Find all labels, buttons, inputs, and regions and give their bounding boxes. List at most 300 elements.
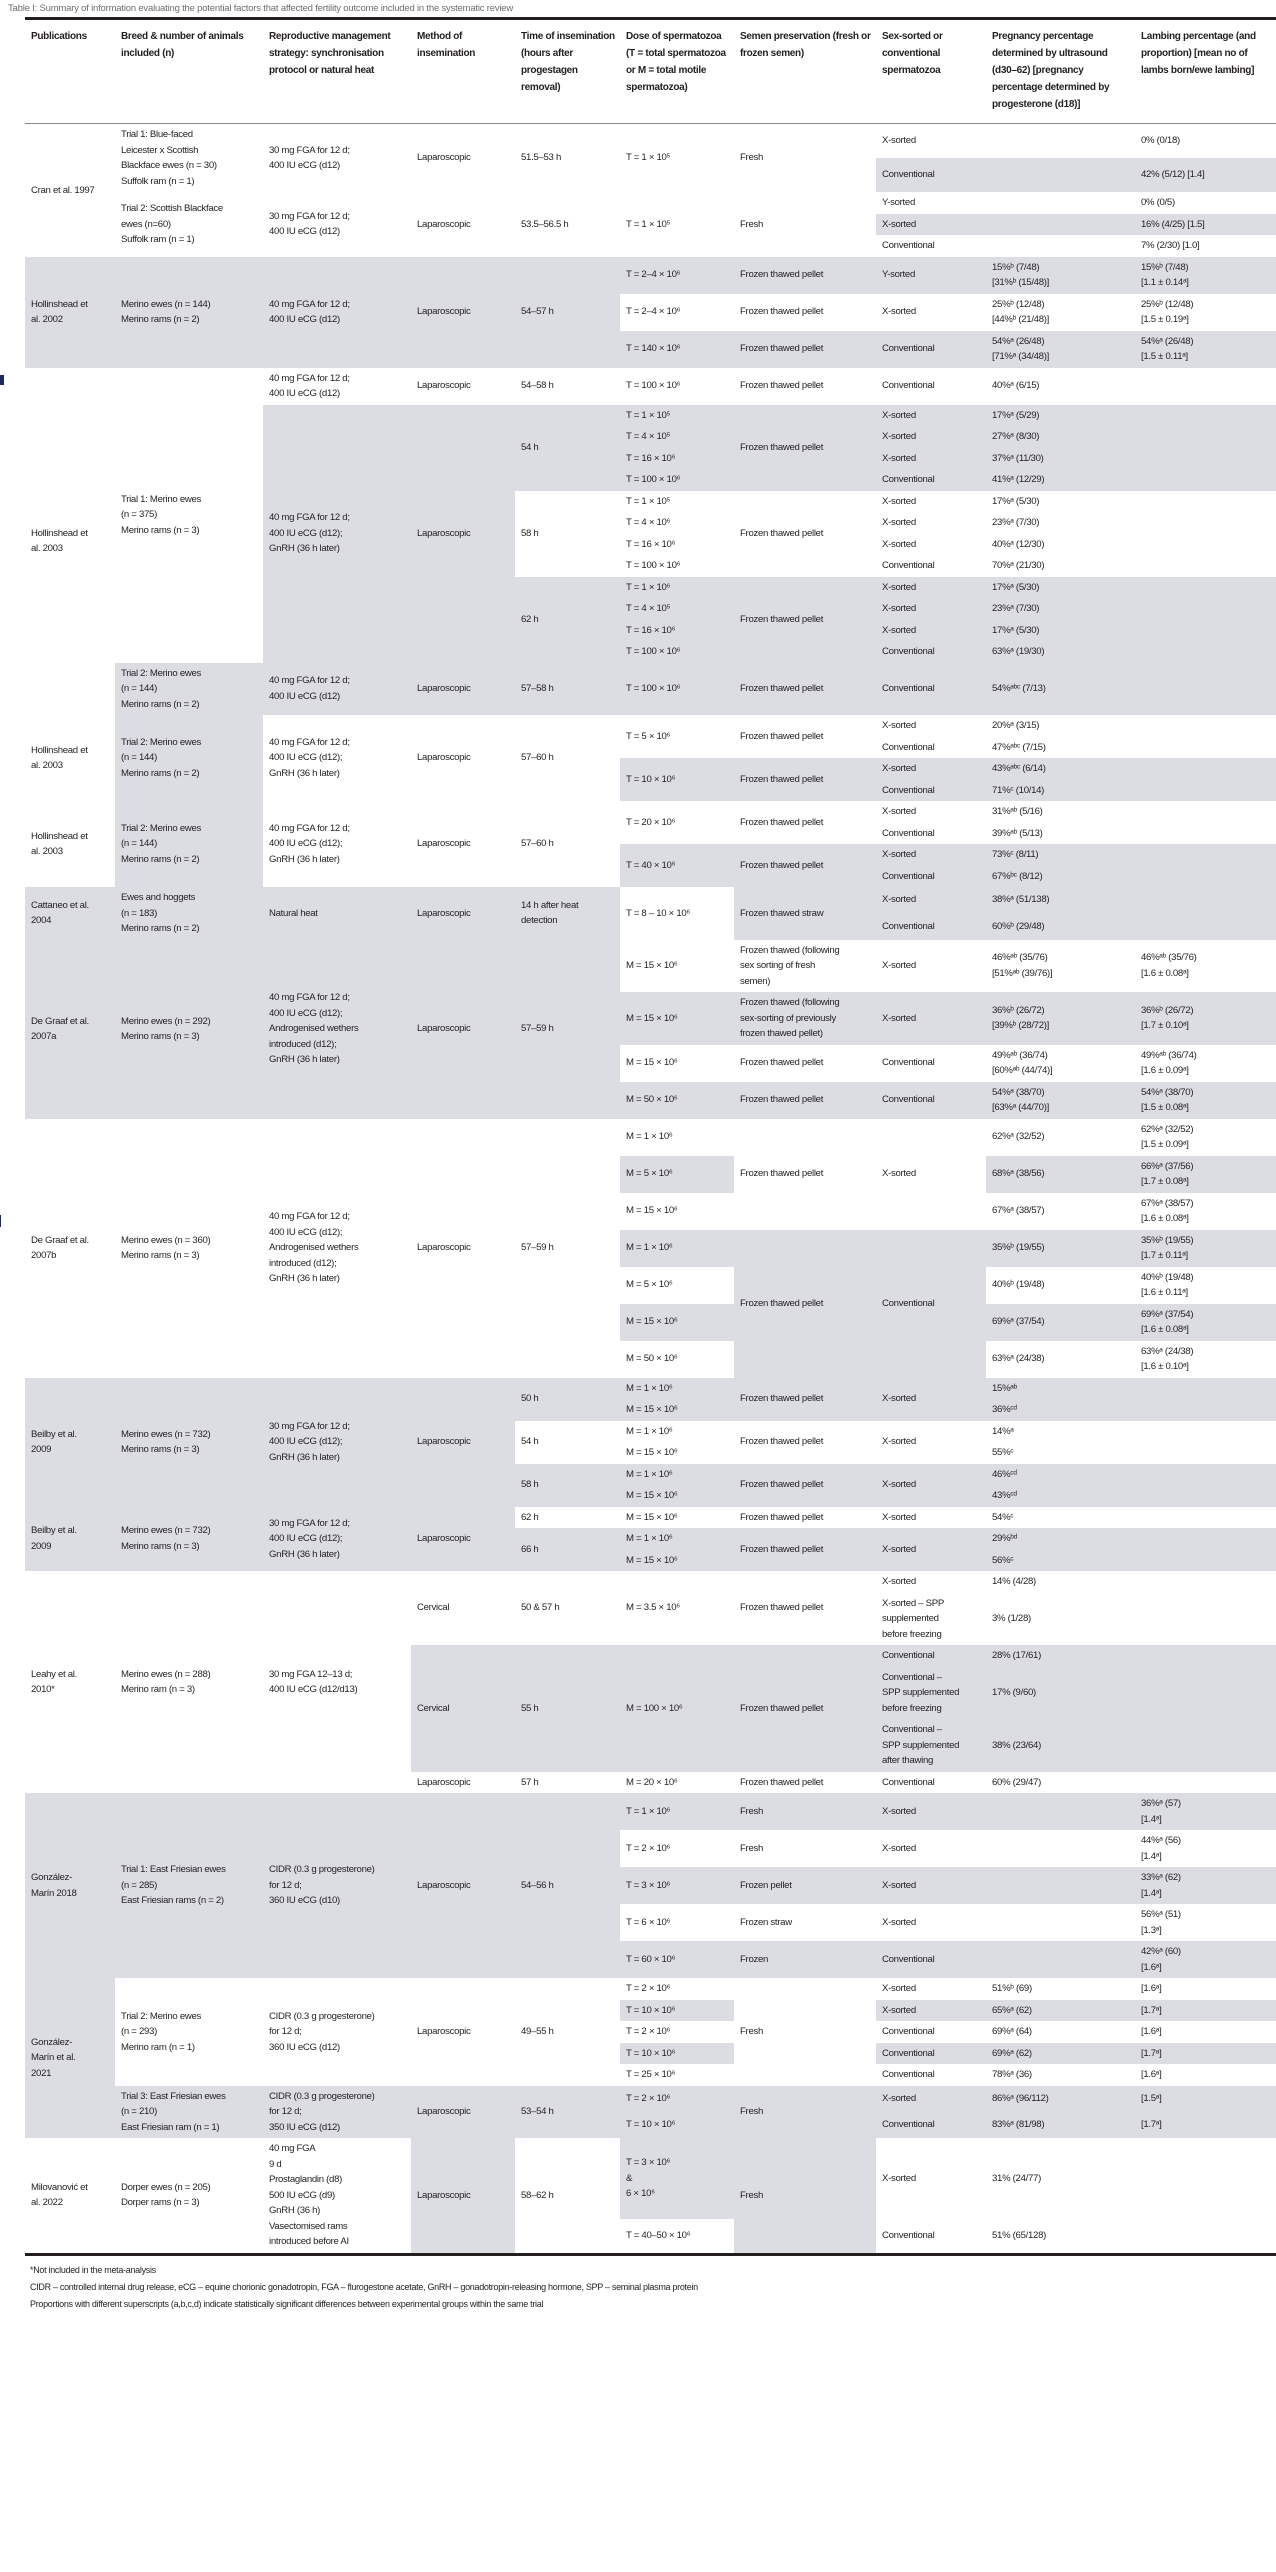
cell-preservation: Frozen thawed straw xyxy=(734,887,876,940)
header-pregnancy: Pregnancy percentage determined by ultrasound (d30–62) [pregnancy percentage determined by progesterone (d18)] xyxy=(986,19,1135,124)
cell-sperm-type: Conventional xyxy=(876,780,986,802)
cell-lambing: 42% (5/12) [1.4] xyxy=(1135,158,1276,192)
cell-sperm-type: X-sorted xyxy=(876,1867,986,1904)
cell-sperm-type: Conventional xyxy=(876,641,986,663)
cell-pregnancy: 56%ᶜ xyxy=(986,1550,1135,1572)
cell-preservation: Fresh xyxy=(734,192,876,257)
cell-pregnancy: 38% (23/64) xyxy=(986,1719,1135,1772)
cell-pregnancy: 71%ᶜ (10/14) xyxy=(986,780,1135,802)
cell-pregnancy: 43%ᶜᵈ xyxy=(986,1485,1135,1507)
cell-dose: M = 15 × 10⁶ xyxy=(620,992,734,1045)
cell-sperm-type: X-sorted xyxy=(876,405,986,427)
cell-sperm-type: X-sorted xyxy=(876,214,986,236)
cell-breed: Merino ewes (n = 732) Merino rams (n = 3) xyxy=(115,1507,263,1572)
cell-preservation: Frozen thawed pellet xyxy=(734,663,876,716)
cell-preservation: Frozen thawed pellet xyxy=(734,1464,876,1507)
cell-method: Laparoscopic xyxy=(411,1793,515,1978)
cell-sperm-type: X-sorted xyxy=(876,512,986,534)
table-row xyxy=(25,1119,1276,1156)
cell-sperm-type: X-sorted xyxy=(876,887,986,913)
cell-pregnancy: 62%ᵃ (32/52) xyxy=(986,1119,1135,1156)
cell-time: 14 h after heat detection xyxy=(515,887,620,940)
cell-sperm-type: X-sorted xyxy=(876,1119,986,1230)
cell-dose: T = 100 × 10⁶ xyxy=(620,555,734,577)
cell-pregnancy: 49%ᵃᵇ (36/74) [60%ᵃᵇ (44/74)] xyxy=(986,1045,1135,1082)
cell-method: Cervical xyxy=(411,1645,515,1772)
cell-publication: De Graaf et al. 2007a xyxy=(25,940,115,1119)
cell-lambing xyxy=(1135,512,1276,534)
cell-dose: T = 10 × 10⁶ xyxy=(620,2112,734,2138)
margin-marker xyxy=(0,375,4,385)
cell-lambing xyxy=(1135,620,1276,642)
cell-preservation: Fresh xyxy=(734,1830,876,1867)
cell-sperm-type: X-sorted xyxy=(876,844,986,866)
cell-lambing xyxy=(1135,1593,1276,1646)
cell-strategy: 40 mg FGA for 12 d; 400 IU eCG (d12); Androgenised wethers introduced (d12); GnRH (36 h later) xyxy=(263,1119,411,1378)
cell-sperm-type: X-sorted xyxy=(876,448,986,470)
cell-lambing: 36%ᵇ (26/72) [1.7 ± 0.10ᵃ] xyxy=(1135,992,1276,1045)
cell-dose: M = 20 × 10⁶ xyxy=(620,1772,734,1794)
cell-lambing: [1.6ᵃ] xyxy=(1135,1978,1276,2000)
header-strategy: Reproductive management strategy: synchronisation protocol or natural heat xyxy=(263,19,411,124)
cell-preservation: Frozen thawed pellet xyxy=(734,1378,876,1421)
cell-dose: T = 20 × 10⁶ xyxy=(620,801,734,844)
cell-pregnancy: 31% (24/77) xyxy=(986,2138,1135,2219)
cell-lambing xyxy=(1135,913,1276,939)
cell-lambing xyxy=(1135,1485,1276,1507)
cell-time: 62 h xyxy=(515,577,620,663)
cell-preservation: Frozen thawed pellet xyxy=(734,715,876,758)
cell-lambing xyxy=(1135,758,1276,780)
cell-time: 51.5–53 h xyxy=(515,124,620,193)
cell-pregnancy: 35%ᵇ (19/55) xyxy=(986,1230,1135,1267)
cell-preservation: Frozen thawed pellet xyxy=(734,1119,876,1230)
cell-pregnancy: 54%ᶜ xyxy=(986,1507,1135,1529)
cell-dose: T = 2–4 × 10⁶ xyxy=(620,294,734,331)
table-row xyxy=(25,1793,1276,1830)
cell-sperm-type: Conventional xyxy=(876,235,986,257)
table-row xyxy=(25,940,1276,993)
cell-lambing: 15%ᵇ (7/48) [1.1 ± 0.14ᵃ] xyxy=(1135,257,1276,294)
cell-lambing xyxy=(1135,1421,1276,1443)
cell-preservation: Frozen thawed (following sex-sorting of previously frozen thawed pellet) xyxy=(734,992,876,1045)
cell-lambing: 67%ᵃ (38/57) [1.6 ± 0.08ᵃ] xyxy=(1135,1193,1276,1230)
cell-dose: T = 2 × 10⁶ xyxy=(620,2021,734,2043)
cell-dose: M = 50 × 10⁶ xyxy=(620,1341,734,1378)
cell-dose: M = 3.5 × 10⁶ xyxy=(620,1571,734,1645)
cell-sperm-type: Conventional xyxy=(876,1772,986,1794)
cell-preservation: Frozen thawed pellet xyxy=(734,405,876,491)
cell-dose: M = 15 × 10⁶ xyxy=(620,1507,734,1529)
cell-preservation: Frozen thawed pellet xyxy=(734,1230,876,1378)
cell-breed: Trial 1: Blue-faced Leicester x Scottish Blackface ewes (n = 30) Suffolk ram (n = 1) xyxy=(115,124,263,193)
cell-sperm-type: X-sorted xyxy=(876,1421,986,1464)
cell-lambing xyxy=(1135,866,1276,888)
cell-sperm-type: X-sorted xyxy=(876,1528,986,1571)
cell-pregnancy: 63%ᵃ (19/30) xyxy=(986,641,1135,663)
cell-publication: Cattaneo et al. 2004 xyxy=(25,887,115,940)
cell-time: 57–60 h xyxy=(515,715,620,801)
cell-dose: T = 10 × 10⁶ xyxy=(620,758,734,801)
cell-pregnancy xyxy=(986,124,1135,159)
cell-lambing: 42%ᵃ (60) [1.6ᵃ] xyxy=(1135,1941,1276,1978)
cell-lambing xyxy=(1135,801,1276,823)
cell-dose: T = 140 × 10⁶ xyxy=(620,331,734,368)
cell-dose: T = 100 × 10⁶ xyxy=(620,663,734,716)
cell-breed: Trial 2: Scottish Blackface ewes (n=60) Suffolk ram (n = 1) xyxy=(115,192,263,257)
cell-lambing: 62%ᵃ (32/52) [1.5 ± 0.09ᵃ] xyxy=(1135,1119,1276,1156)
cell-pregnancy: 41%ᵃ (12/29) xyxy=(986,469,1135,491)
cell-method: Laparoscopic xyxy=(411,801,515,887)
cell-sperm-type: X-sorted – SPP supplemented before freezing xyxy=(876,1593,986,1646)
cell-pregnancy: 83%ᵃ (81/98) xyxy=(986,2112,1135,2138)
cell-sperm-type: Conventional xyxy=(876,1645,986,1667)
cell-dose: T = 100 × 10⁶ xyxy=(620,641,734,663)
cell-method: Laparoscopic xyxy=(411,1978,515,2086)
cell-dose: M = 1 × 10⁶ xyxy=(620,1378,734,1400)
cell-method: Laparoscopic xyxy=(411,192,515,257)
cell-lambing: [1.6ᵃ] xyxy=(1135,2021,1276,2043)
cell-pregnancy: 25%ᵇ (12/48) [44%ᵇ (21/48)] xyxy=(986,294,1135,331)
cell-time: 50 h xyxy=(515,1378,620,1421)
cell-lambing xyxy=(1135,555,1276,577)
cell-dose: T = 16 × 10⁶ xyxy=(620,448,734,470)
table-row xyxy=(25,2138,1276,2219)
cell-strategy: 40 mg FGA 9 d Prostaglandin (d8) 500 IU eCG (d9) GnRH (36 h) Vasectomised rams introduced before AI xyxy=(263,2138,411,2254)
cell-lambing xyxy=(1135,426,1276,448)
cell-method: Laparoscopic xyxy=(411,940,515,1119)
cell-preservation: Frozen thawed pellet xyxy=(734,257,876,294)
cell-dose: T = 1 × 10⁶ xyxy=(620,577,734,599)
cell-lambing: 49%ᵃᵇ (36/74) [1.6 ± 0.09ᵃ] xyxy=(1135,1045,1276,1082)
cell-sperm-type: X-sorted xyxy=(876,992,986,1045)
cell-pregnancy xyxy=(986,1830,1135,1867)
cell-dose: T = 40–50 × 10⁶ xyxy=(620,2219,734,2254)
cell-sperm-type: Conventional – SPP supplemented after thawing xyxy=(876,1719,986,1772)
cell-lambing xyxy=(1135,491,1276,513)
cell-preservation: Frozen thawed pellet xyxy=(734,844,876,887)
cell-pregnancy: 40%ᵇ (19/48) xyxy=(986,1267,1135,1304)
cell-sperm-type: X-sorted xyxy=(876,491,986,513)
cell-dose: T = 16 × 10⁶ xyxy=(620,620,734,642)
cell-sperm-type: X-sorted xyxy=(876,577,986,599)
cell-breed: Trial 2: Merino ewes (n = 144) Merino rams (n = 2) xyxy=(115,715,263,801)
cell-dose: T = 1 × 10⁵ xyxy=(620,124,734,193)
cell-dose: M = 1 × 10⁶ xyxy=(620,1528,734,1550)
cell-pregnancy xyxy=(986,158,1135,192)
cell-strategy: 30 mg FGA for 12 d; 400 IU eCG (d12); GnRH (36 h later) xyxy=(263,1507,411,1572)
cell-strategy: 40 mg FGA for 12 d; 400 IU eCG (d12) xyxy=(263,368,411,405)
cell-sperm-type: Conventional xyxy=(876,663,986,716)
cell-pregnancy: 60%ᵇ (29/48) xyxy=(986,913,1135,939)
cell-lambing xyxy=(1135,1378,1276,1400)
cell-pregnancy: 55%ᶜ xyxy=(986,1442,1135,1464)
cell-dose: M = 100 × 10⁶ xyxy=(620,1645,734,1772)
cell-pregnancy: 39%ᵃᵇ (5/13) xyxy=(986,823,1135,845)
cell-dose: M = 15 × 10⁶ xyxy=(620,1550,734,1572)
cell-lambing: 0% (0/5) xyxy=(1135,192,1276,214)
cell-lambing xyxy=(1135,598,1276,620)
header-breed: Breed & number of animals included (n) xyxy=(115,19,263,124)
cell-preservation: Frozen thawed pellet xyxy=(734,491,876,577)
cell-lambing: 44%ᵃ (56) [1.4ᵃ] xyxy=(1135,1830,1276,1867)
cell-dose: M = 5 × 10⁶ xyxy=(620,1267,734,1304)
cell-preservation: Frozen thawed pellet xyxy=(734,1772,876,1794)
cell-lambing xyxy=(1135,641,1276,663)
cell-strategy: 30 mg FGA 12–13 d; 400 IU eCG (d12/d13) xyxy=(263,1571,411,1793)
cell-lambing xyxy=(1135,469,1276,491)
cell-strategy: 40 mg FGA for 12 d; 400 IU eCG (d12); GnRH (36 h later) xyxy=(263,405,411,663)
cell-lambing xyxy=(1135,1464,1276,1486)
cell-dose: M = 1 × 10⁶ xyxy=(620,1119,734,1156)
cell-publication: Hollinshead et al. 2002 xyxy=(25,257,115,368)
cell-lambing xyxy=(1135,534,1276,556)
cell-preservation: Frozen thawed pellet xyxy=(734,1571,876,1645)
cell-lambing xyxy=(1135,2219,1276,2254)
cell-lambing xyxy=(1135,1507,1276,1529)
cell-publication: Hollinshead et al. 2003 xyxy=(25,801,115,887)
table-row xyxy=(25,663,1276,716)
cell-time: 66 h xyxy=(515,1528,620,1571)
cell-publication: González- Marín 2018 xyxy=(25,1793,115,1978)
cell-pregnancy: 14% (4/28) xyxy=(986,1571,1135,1593)
cell-strategy: CIDR (0.3 g progesterone) for 12 d; 360 IU eCG (d10) xyxy=(263,1793,411,1978)
cell-pregnancy xyxy=(986,192,1135,214)
table-row xyxy=(25,368,1276,405)
table-row xyxy=(25,1978,1276,2000)
header-sperm-type: Sex-sorted or conventional spermatozoa xyxy=(876,19,986,124)
cell-preservation: Fresh xyxy=(734,1793,876,1830)
cell-dose: M = 15 × 10⁶ xyxy=(620,940,734,993)
cell-lambing xyxy=(1135,780,1276,802)
cell-sperm-type: Conventional xyxy=(876,866,986,888)
cell-sperm-type: X-sorted xyxy=(876,1571,986,1593)
cell-strategy: 40 mg FGA for 12 d; 400 IU eCG (d12); GnRH (36 h later) xyxy=(263,715,411,801)
cell-sperm-type: Conventional xyxy=(876,1941,986,1978)
cell-lambing: 54%ᵃ (38/70) [1.5 ± 0.08ᵃ] xyxy=(1135,1082,1276,1119)
cell-pregnancy: 46%ᶜᵈ xyxy=(986,1464,1135,1486)
cell-lambing: [1.7ᵃ] xyxy=(1135,2112,1276,2138)
cell-time: 62 h xyxy=(515,1507,620,1529)
cell-time: 54–56 h xyxy=(515,1793,620,1978)
cell-pregnancy: 17%ᵃ (5/30) xyxy=(986,577,1135,599)
cell-dose: T = 1 × 10⁵ xyxy=(620,491,734,513)
cell-breed: Trial 3: East Friesian ewes (n = 210) East Friesian ram (n = 1) xyxy=(115,2086,263,2139)
cell-method: Laparoscopic xyxy=(411,2138,515,2254)
cell-sperm-type: Conventional xyxy=(876,2021,986,2043)
cell-sperm-type: Conventional xyxy=(876,158,986,192)
cell-dose: T = 6 × 10⁶ xyxy=(620,1904,734,1941)
cell-pregnancy: 60% (29/47) xyxy=(986,1772,1135,1794)
header-publication: Publications xyxy=(25,19,115,124)
cell-dose: M = 1 × 10⁶ xyxy=(620,1464,734,1486)
table-row xyxy=(25,715,1276,737)
cell-method: Laparoscopic xyxy=(411,368,515,405)
cell-preservation: Frozen thawed pellet xyxy=(734,1507,876,1529)
cell-lambing: 16% (4/25) [1.5] xyxy=(1135,214,1276,236)
cell-breed: Merino ewes (n = 292) Merino rams (n = 3) xyxy=(115,940,263,1119)
cell-lambing: 69%ᵃ (37/54) [1.6 ± 0.08ᵃ] xyxy=(1135,1304,1276,1341)
cell-pregnancy: 17%ᵃ (5/30) xyxy=(986,620,1135,642)
cell-pregnancy xyxy=(986,1904,1135,1941)
cell-lambing xyxy=(1135,1772,1276,1794)
cell-dose: T = 1 × 10⁶ xyxy=(620,1793,734,1830)
table-row xyxy=(25,801,1276,823)
cell-lambing: 54%ᵃ (26/48) [1.5 ± 0.11ᵃ] xyxy=(1135,331,1276,368)
cell-pregnancy: 65%ᵃ (62) xyxy=(986,2000,1135,2022)
cell-pregnancy: 17% (9/60) xyxy=(986,1667,1135,1720)
cell-lambing: [1.7ᵃ] xyxy=(1135,2043,1276,2065)
cell-dose: M = 1 × 10⁶ xyxy=(620,1421,734,1443)
cell-breed: Trial 1: Merino ewes (n = 375) Merino rams (n = 3) xyxy=(115,368,263,663)
cell-pregnancy: 54%ᵃᵇᶜ (7/13) xyxy=(986,663,1135,716)
cell-strategy: 40 mg FGA for 12 d; 400 IU eCG (d12) xyxy=(263,257,411,368)
cell-sperm-type: X-sorted xyxy=(876,2086,986,2112)
cell-time: 50 & 57 h xyxy=(515,1571,620,1645)
cell-time: 55 h xyxy=(515,1645,620,1772)
cell-dose: T = 3 × 10⁶ xyxy=(620,1867,734,1904)
cell-preservation: Frozen thawed pellet xyxy=(734,758,876,801)
cell-pregnancy: 29%ᵇᵈ xyxy=(986,1528,1135,1550)
cell-lambing: 7% (2/30) [1.0] xyxy=(1135,235,1276,257)
cell-dose: T = 16 × 10⁶ xyxy=(620,534,734,556)
cell-dose: T = 2 × 10⁶ xyxy=(620,1978,734,2000)
cell-sperm-type: X-sorted xyxy=(876,124,986,159)
cell-lambing: 56%ᵃ (51) [1.3ᵃ] xyxy=(1135,1904,1276,1941)
cell-sperm-type: Conventional xyxy=(876,1082,986,1119)
cell-breed: Trial 1: East Friesian ewes (n = 285) East Friesian rams (n = 2) xyxy=(115,1793,263,1978)
cell-dose: T = 4 × 10⁶ xyxy=(620,512,734,534)
cell-dose: M = 15 × 10⁶ xyxy=(620,1442,734,1464)
cell-sperm-type: X-sorted xyxy=(876,294,986,331)
cell-breed: Merino ewes (n = 144) Merino rams (n = 2) xyxy=(115,257,263,368)
cell-lambing xyxy=(1135,1667,1276,1720)
cell-lambing xyxy=(1135,1550,1276,1572)
cell-breed: Trial 2: Merino ewes (n = 293) Merino ram (n = 1) xyxy=(115,1978,263,2086)
cell-lambing xyxy=(1135,887,1276,913)
cell-sperm-type: X-sorted xyxy=(876,598,986,620)
cell-sperm-type: X-sorted xyxy=(876,715,986,737)
cell-breed: Dorper ewes (n = 205) Dorper rams (n = 3) xyxy=(115,2138,263,2254)
cell-strategy: 30 mg FGA for 12 d; 400 IU eCG (d12) xyxy=(263,192,411,257)
cell-time: 58 h xyxy=(515,1464,620,1507)
cell-publication: Beilby et al. 2009 xyxy=(25,1507,115,1572)
cell-method: Laparoscopic xyxy=(411,1507,515,1572)
cell-pregnancy: 28% (17/61) xyxy=(986,1645,1135,1667)
cell-preservation: Fresh xyxy=(734,2086,876,2139)
cell-lambing: 40%ᵇ (19/48) [1.6 ± 0.11ᵃ] xyxy=(1135,1267,1276,1304)
cell-lambing: 25%ᵇ (12/48) [1.5 ± 0.19ᵃ] xyxy=(1135,294,1276,331)
cell-sperm-type: Conventional xyxy=(876,1230,986,1378)
table-row xyxy=(25,257,1276,294)
cell-lambing xyxy=(1135,368,1276,405)
cell-dose: T = 8 – 10 × 10⁶ xyxy=(620,887,734,940)
cell-dose: M = 15 × 10⁶ xyxy=(620,1193,734,1230)
footnote: *Not included in the meta-analysis xyxy=(30,2264,156,2275)
cell-pregnancy: 86%ᵃ (96/112) xyxy=(986,2086,1135,2112)
cell-sperm-type: X-sorted xyxy=(876,1464,986,1507)
cell-time: 54–57 h xyxy=(515,257,620,368)
cell-breed: Merino ewes (n = 288) Merino ram (n = 3) xyxy=(115,1571,263,1793)
cell-pregnancy: 31%ᵃᵇ (5/16) xyxy=(986,801,1135,823)
cell-time: 58–62 h xyxy=(515,2138,620,2254)
cell-preservation: Frozen thawed pellet xyxy=(734,331,876,368)
cell-sperm-type: X-sorted xyxy=(876,426,986,448)
cell-pregnancy: 40%ᵃ (12/30) xyxy=(986,534,1135,556)
table-row xyxy=(25,1571,1276,1593)
cell-dose: M = 1 × 10⁶ xyxy=(620,1230,734,1267)
cell-sperm-type: Conventional – SPP supplemented before freezing xyxy=(876,1667,986,1720)
table-row xyxy=(25,887,1276,913)
cell-time: 57–58 h xyxy=(515,663,620,716)
cell-strategy: Natural heat xyxy=(263,887,411,940)
cell-sperm-type: Conventional xyxy=(876,555,986,577)
cell-preservation: Frozen pellet xyxy=(734,1867,876,1904)
cell-pregnancy: 37%ᵃ (11/30) xyxy=(986,448,1135,470)
cell-sperm-type: X-sorted xyxy=(876,1830,986,1867)
cell-pregnancy: 27%ᵃ (8/30) xyxy=(986,426,1135,448)
cell-pregnancy: 15%ᵃᵇ xyxy=(986,1378,1135,1400)
cell-dose: T = 100 × 10⁶ xyxy=(620,368,734,405)
header-lambing: Lambing percentage (and proportion) [mean no of lambs born/ewe lambing] xyxy=(1135,19,1276,124)
cell-publication: González- Marín et al. 2021 xyxy=(25,1978,115,2138)
cell-pregnancy xyxy=(986,214,1135,236)
results-table-container xyxy=(25,17,1276,2313)
table-row xyxy=(25,2086,1276,2112)
cell-preservation: Fresh xyxy=(734,124,876,193)
cell-strategy: CIDR (0.3 g progesterone) for 12 d; 360 IU eCG (d12) xyxy=(263,1978,411,2086)
cell-strategy: 40 mg FGA for 12 d; 400 IU eCG (d12); GnRH (36 h later) xyxy=(263,801,411,887)
cell-lambing xyxy=(1135,577,1276,599)
cell-pregnancy: 51%ᵇ (69) xyxy=(986,1978,1135,2000)
cell-strategy: 30 mg FGA for 12 d; 400 IU eCG (d12); GnRH (36 h later) xyxy=(263,1378,411,1507)
cell-strategy: 40 mg FGA for 12 d; 400 IU eCG (d12) xyxy=(263,663,411,716)
cell-lambing: 46%ᵃᵇ (35/76) [1.6 ± 0.08ᵃ] xyxy=(1135,940,1276,993)
cell-sperm-type: Conventional xyxy=(876,469,986,491)
cell-breed: Trial 2: Merino ewes (n = 144) Merino rams (n = 2) xyxy=(115,801,263,887)
cell-pregnancy: 69%ᵃ (64) xyxy=(986,2021,1135,2043)
cell-dose: T = 100 × 10⁶ xyxy=(620,469,734,491)
cell-pregnancy: 54%ᵃ (38/70) [63%ᵃ (44/70)] xyxy=(986,1082,1135,1119)
cell-dose: T = 10 × 10⁶ xyxy=(620,2043,734,2065)
cell-pregnancy: 54%ᵃ (26/48) [71%ᵃ (34/48)] xyxy=(986,331,1135,368)
cell-sperm-type: X-sorted xyxy=(876,1793,986,1830)
cell-pregnancy xyxy=(986,1793,1135,1830)
cell-method: Laparoscopic xyxy=(411,124,515,193)
cell-publication: De Graaf et al. 2007b xyxy=(25,1119,115,1378)
cell-lambing: 33%ᵃ (62) [1.4ᵃ] xyxy=(1135,1867,1276,1904)
cell-time: 57–60 h xyxy=(515,801,620,887)
cell-sperm-type: X-sorted xyxy=(876,940,986,993)
cell-pregnancy: 23%ᵃ (7/30) xyxy=(986,512,1135,534)
cell-lambing xyxy=(1135,1571,1276,1593)
cell-sperm-type: X-sorted xyxy=(876,1378,986,1421)
cell-pregnancy: 38%ᵃ (51/138) xyxy=(986,887,1135,913)
cell-sperm-type: Conventional xyxy=(876,368,986,405)
header-method: Method of insemination xyxy=(411,19,515,124)
cell-lambing xyxy=(1135,737,1276,759)
cell-dose: M = 50 × 10⁶ xyxy=(620,1082,734,1119)
cell-dose: M = 15 × 10⁶ xyxy=(620,1399,734,1421)
cell-method: Laparoscopic xyxy=(411,405,515,663)
cell-dose: T = 2 × 10⁶ xyxy=(620,1830,734,1867)
cell-sperm-type: Conventional xyxy=(876,913,986,939)
cell-dose: M = 15 × 10⁶ xyxy=(620,1304,734,1341)
cell-breed: Ewes and hoggets (n = 183) Merino rams (n = 2) xyxy=(115,887,263,940)
cell-pregnancy: 67%ᵃ (38/57) xyxy=(986,1193,1135,1230)
cell-sperm-type: Conventional xyxy=(876,331,986,368)
cell-method: Laparoscopic xyxy=(411,1378,515,1507)
